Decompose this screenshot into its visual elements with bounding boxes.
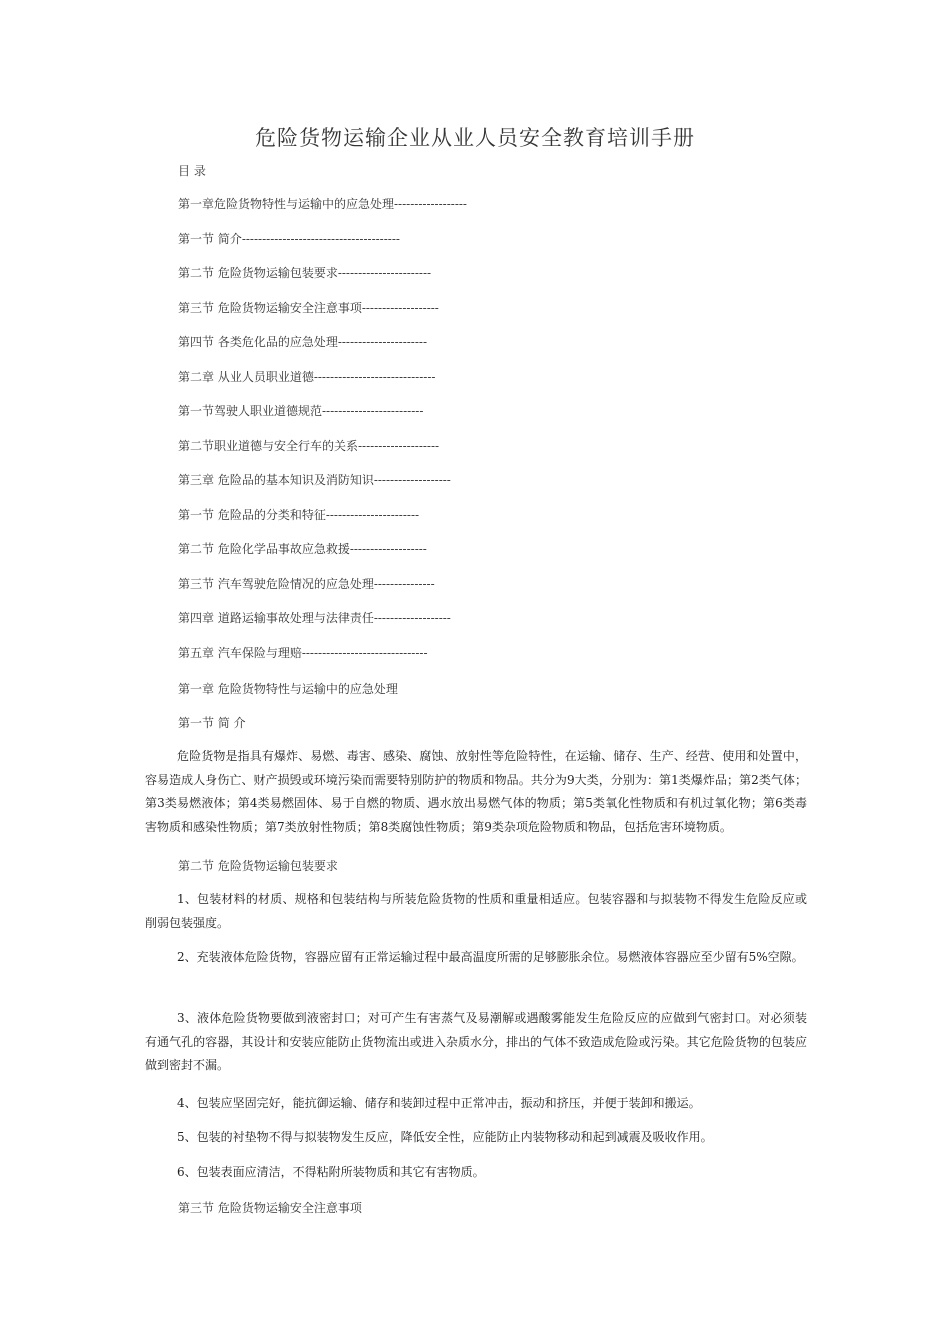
chapter-heading: 第一章 危险货物特性与运输中的应急处理 (178, 682, 398, 696)
list-item: 2、充装液体危险货物，容器应留有正常运输过程中最高温度所需的足够膨胀余位。易燃液体容器应至少留有5%空隙。 (177, 950, 804, 964)
toc-entry: 第四节 各类危化品的应急处理---------------------- (178, 335, 428, 349)
toc-entry: 第二节 危险化学品事故应急救援------------------- (178, 542, 427, 556)
toc-entry: 第一章危险货物特性与运输中的应急处理------------------ (178, 197, 467, 211)
body-paragraph: 危险货物是指具有爆炸、易燃、毒害、感染、腐蚀、放射性等危险特性，在运输、储存、生产、经营、使用和处置中，容易造成人身伤亡、财产损毁或环境污染而需要特别防护的物质和物品。共分为9大类，分别为：第1类爆炸品；第2类气体；第3类易燃液体；第4类易燃固体、易于自燃的物质、遇水放出易燃气体的物质；第5类氧化性物质和有机过氧化物；第6类毒害物质和感染性物质；第7类放射性物质；第8类腐蚀性物质；第9类杂项危险物质和物品，包括危害环境物质。 (145, 749, 807, 834)
toc-entry: 第四章 道路运输事故处理与法律责任------------------- (178, 611, 451, 625)
toc-entry: 第三节 危险货物运输安全注意事项------------------- (178, 300, 439, 315)
toc-entry: 第一节 危险品的分类和特征----------------------- (178, 507, 420, 522)
toc-entry: 第一节 简介--------------------------------------- (178, 231, 400, 246)
toc-entry: 第二节职业道德与安全行车的关系-------------------- (178, 438, 440, 453)
section-heading: 第一节 简 介 (178, 716, 246, 730)
toc-entry: 第五章 汽车保险与理赔------------------------------- (178, 645, 428, 660)
list-item: 5、包装的衬垫物不得与拟装物发生反应，降低安全性，应能防止内装物移动和起到减震及吸收作用。 (177, 1130, 713, 1144)
list-item: 6、包装表面应清洁，不得粘附所装物质和其它有害物质。 (177, 1165, 485, 1179)
list-item: 4、包装应坚固完好，能抗御运输、储存和装卸过程中正常冲击，振动和挤压，并便于装卸和搬运。 (177, 1096, 701, 1110)
toc-entry: 第三节 汽车驾驶危险情况的应急处理--------------- (178, 576, 435, 591)
section-heading: 第二节 危险货物运输包装要求 (178, 859, 338, 873)
toc-entry: 第一节驾驶人职业道德规范------------------------- (178, 404, 424, 418)
table-of-contents (178, 196, 798, 679)
list-item: 1、包装材料的材质、规格和包装结构与所装危险货物的性质和重量相适应。包装容器和与拟装物不得发生危险反应或削弱包装强度。 (145, 892, 807, 930)
document-title: 危险货物运输企业从业人员安全教育培训手册 (255, 126, 695, 150)
section-heading: 第三节 危险货物运输安全注意事项 (178, 1201, 362, 1215)
toc-entry: 第三章 危险品的基本知识及消防知识------------------- (178, 473, 451, 487)
toc-heading: 目 录 (178, 164, 206, 178)
list-item: 3、液体危险货物要做到液密封口；对可产生有害蒸气及易潮解或遇酸雾能发生危险反应的应做到气密封口。对必须装有通气孔的容器，其设计和安装应能防止货物流出或进入杂质水分，排出的气体不致造成危险或污染。其它危险货物的包装应做到密封不漏。 (145, 1011, 807, 1072)
toc-entry: 第二章 从业人员职业道德------------------------------ (178, 369, 436, 384)
toc-entry: 第二节 危险货物运输包装要求----------------------- (178, 266, 432, 280)
